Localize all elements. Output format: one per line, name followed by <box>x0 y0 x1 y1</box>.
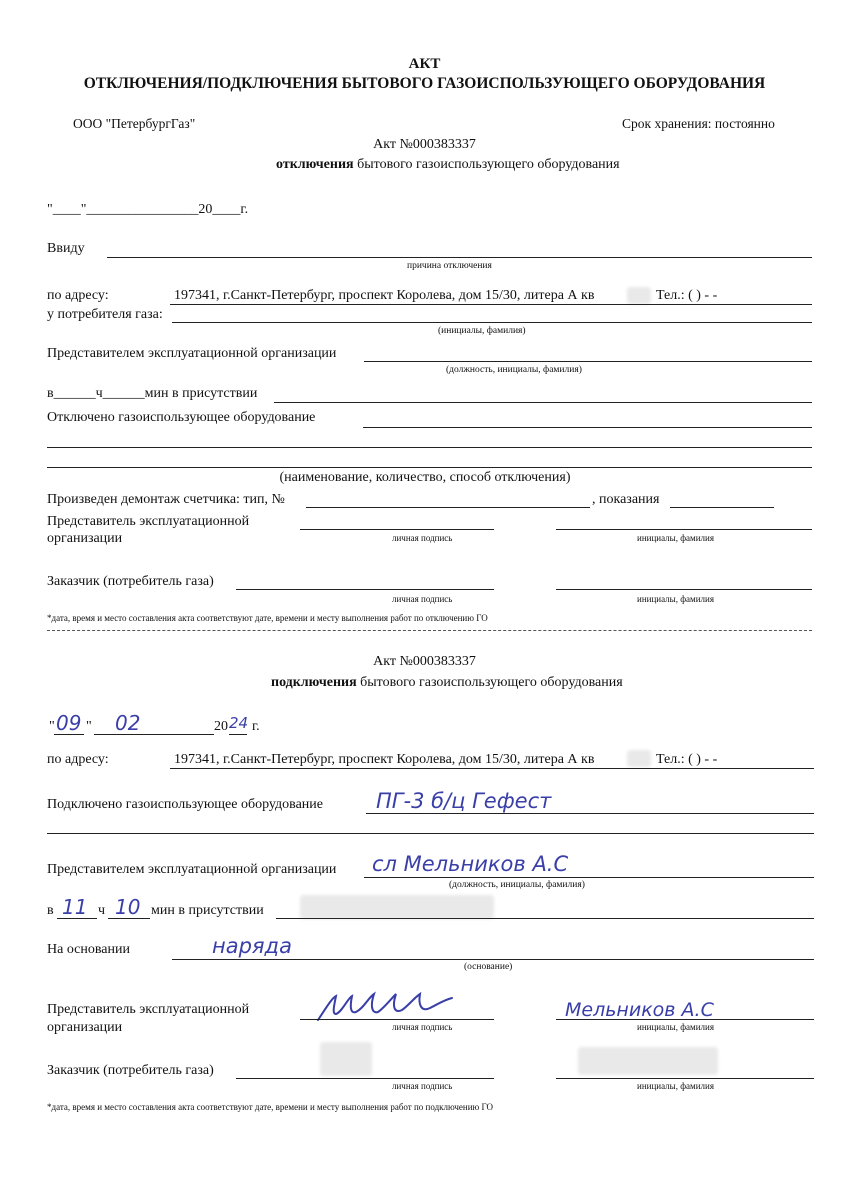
connect-rep-initials-value: Мельников А.С <box>565 999 714 1021</box>
connect-equipment-label: Подключено газоиспользующее оборудование <box>47 797 324 812</box>
connect-date-month-line <box>94 734 214 735</box>
disconnect-consumer-caption: (инициалы, фамилия) <box>438 326 526 336</box>
connect-date-year-prefix: 20 <box>214 719 228 734</box>
connect-date-year-suffix: 24 <box>229 714 249 732</box>
connect-rep-initials-caption: инициалы, фамилия <box>637 1022 714 1032</box>
disconnect-meter-reading-label: , показания <box>592 492 660 507</box>
disconnect-consumer-line <box>172 322 812 323</box>
disconnect-act-number: Акт №000383337 <box>373 137 476 152</box>
connect-date-end: г. <box>252 719 260 734</box>
connect-time-mid: ч <box>98 903 106 918</box>
disconnect-address-line <box>170 304 812 305</box>
disconnect-rep-line <box>364 361 812 362</box>
connect-basis-value: наряда <box>212 934 292 958</box>
connect-date-day: 09 <box>56 711 82 735</box>
connect-customer-initials-caption: инициалы, фамилия <box>637 1081 714 1091</box>
disconnect-witness-line <box>274 402 812 403</box>
connect-time-minutes: 10 <box>115 895 141 919</box>
connect-customer-label: Заказчик (потребитель газа) <box>47 1063 214 1078</box>
disconnect-heading-bold: отключения <box>276 157 354 172</box>
connect-heading-rest: бытового газоиспользующего оборудования <box>360 675 623 690</box>
connect-act-number: Акт №000383337 <box>373 654 476 669</box>
retention-period: Срок хранения: постоянно <box>622 116 775 131</box>
connect-customer-signature-caption: личная подпись <box>392 1081 453 1091</box>
disconnect-customer-label: Заказчик (потребитель газа) <box>47 574 214 589</box>
connect-rep-line <box>364 877 814 878</box>
connect-rep-sign-label-2: организации <box>47 1020 123 1035</box>
connect-date-mid-quote: " <box>86 719 92 734</box>
disconnect-rep-signature-line <box>300 529 494 530</box>
connect-equipment-line-2 <box>47 833 814 834</box>
disconnect-reason-caption: причина отключения <box>407 261 492 271</box>
connect-heading <box>271 675 623 691</box>
connect-date-month: 02 <box>115 711 141 735</box>
connect-rep-initials-line <box>556 1019 814 1020</box>
disconnect-customer-initials-caption: инициалы, фамилия <box>637 594 714 604</box>
disconnect-apartment-redacted <box>627 287 651 304</box>
disconnect-address-label: по адресу: <box>47 288 109 303</box>
disconnect-rep-sign-label-2: организации <box>47 531 123 546</box>
connect-equipment-value: ПГ-3 б/ц Гефест <box>376 789 552 813</box>
disconnect-heading <box>276 157 620 173</box>
connect-time-hours-line <box>57 918 97 919</box>
connect-address-line <box>170 768 814 769</box>
disconnect-rep-signature-caption: личная подпись <box>392 533 453 543</box>
disconnect-rep-sign-label-1: Представитель эксплуатационной <box>47 514 250 529</box>
connect-customer-initials-line <box>556 1078 814 1079</box>
connect-rep-caption: (должность, инициалы, фамилия) <box>449 880 585 890</box>
disconnect-meter-reading-line <box>670 507 774 508</box>
disconnect-rep-caption: (должность, инициалы, фамилия) <box>446 365 582 375</box>
connect-address: 197341, г.Санкт-Петербург, проспект Королева, дом 15/30, литера А кв <box>174 752 595 767</box>
connect-equipment-line-1 <box>366 813 814 814</box>
connect-rep-signature-caption: личная подпись <box>392 1022 453 1032</box>
connect-basis-line <box>172 959 814 960</box>
disconnect-time-line: в______ч______мин в присутствии <box>47 386 258 401</box>
disconnect-customer-signature-caption: личная подпись <box>392 594 453 604</box>
disconnect-reason-line <box>107 257 812 258</box>
connect-customer-signature-line <box>236 1078 494 1079</box>
disconnect-footnote: *дата, время и место составления акта соответствуют дате, времени и месту выполнения работ по отключению ГО <box>47 613 488 623</box>
connect-time-suffix: мин в присутствии <box>151 903 264 918</box>
document-subtitle: ОТКЛЮЧЕНИЯ/ПОДКЛЮЧЕНИЯ БЫТОВОГО ГАЗОИСПОЛЬЗУЮЩЕГО ОБОРУДОВАНИЯ <box>83 75 766 92</box>
connect-rep-value: сл Мельников А.С <box>372 852 569 876</box>
disconnect-heading-rest: бытового газоиспользующего оборудования <box>357 157 620 172</box>
connect-apartment-redacted <box>627 750 651 767</box>
disconnect-equipment-line-3 <box>47 467 812 468</box>
connect-phone: Тел.: ( ) - - <box>656 752 718 767</box>
connect-basis-caption: (основание) <box>464 962 513 972</box>
connect-customer-signature-redacted <box>320 1042 372 1076</box>
disconnect-reason-label: Ввиду <box>47 241 85 256</box>
disconnect-equipment-label: Отключено газоиспользующее оборудование <box>47 410 316 425</box>
section-divider <box>47 630 812 631</box>
disconnect-equipment-caption: (наименование, количество, способ отключения) <box>279 470 571 485</box>
connect-heading-bold: подключения <box>271 675 357 690</box>
connect-footnote: *дата, время и место составления акта соответствуют дате, времени и месту выполнения работ по подключению ГО <box>47 1102 494 1112</box>
disconnect-customer-initials-line <box>556 589 812 590</box>
disconnect-rep-label: Представителем эксплуатационной организации <box>47 346 337 361</box>
connect-rep-sign-label-1: Представитель эксплуатационной <box>47 1002 250 1017</box>
disconnect-rep-initials-line <box>556 529 812 530</box>
disconnect-consumer-label: у потребителя газа: <box>47 307 163 322</box>
disconnect-rep-initials-caption: инициалы, фамилия <box>637 533 714 543</box>
connect-witness-line <box>276 918 814 919</box>
connect-basis-label: На основании <box>47 942 130 957</box>
connect-time-prefix: в <box>47 903 54 918</box>
connect-customer-initials-redacted <box>578 1047 718 1075</box>
disconnect-customer-signature-line <box>236 589 494 590</box>
disconnect-address: 197341, г.Санкт-Петербург, проспект Королева, дом 15/30, литера А кв <box>174 288 595 303</box>
connect-date-open-quote: " <box>49 719 55 734</box>
disconnect-phone: Тел.: ( ) - - <box>656 288 718 303</box>
connect-date-day-line <box>54 734 84 735</box>
connect-address-label: по адресу: <box>47 752 109 767</box>
disconnect-date-line: "____"________________20____г. <box>47 202 249 217</box>
disconnect-equipment-line-1 <box>363 427 812 428</box>
connect-witness-redacted <box>300 895 494 919</box>
disconnect-meter-label: Произведен демонтаж счетчика: тип, № <box>47 492 285 507</box>
organization-name: ООО "ПетербургГаз" <box>73 116 196 131</box>
disconnect-meter-number-line <box>306 507 590 508</box>
connect-rep-signature-line <box>300 1019 494 1020</box>
connect-time-hours: 11 <box>62 895 88 919</box>
disconnect-equipment-line-2 <box>47 447 812 448</box>
document-title: АКТ <box>408 56 441 72</box>
connect-rep-label: Представителем эксплуатационной организации <box>47 862 337 877</box>
connect-time-minutes-line <box>108 918 150 919</box>
connect-date-year-line <box>229 734 247 735</box>
